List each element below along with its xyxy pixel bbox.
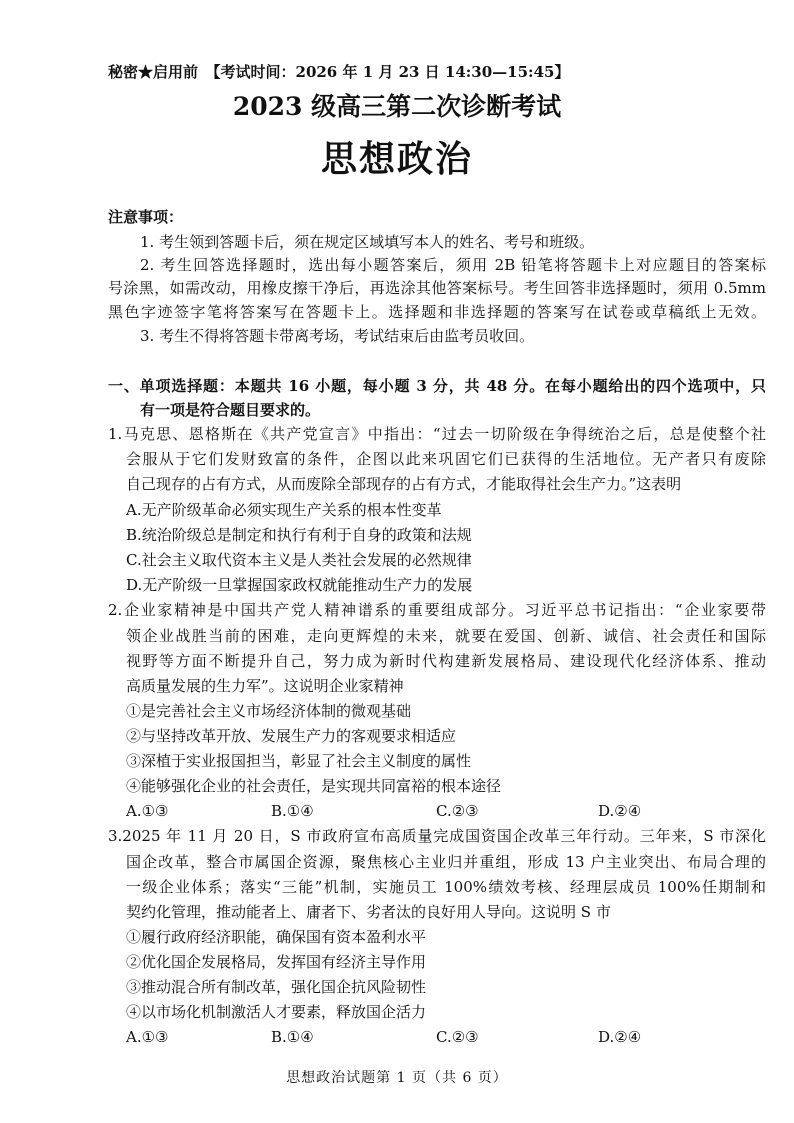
question-1-option-d: D.无产阶级一旦掌握国家政权就能推动生产力的发展 (126, 576, 473, 594)
question-1-stem: 会服从于它们发财致富的条件，企图以此来巩固它们已获得的生活地位。无产者只有废除 (126, 450, 766, 468)
question-2-choice-b: B.①④ (271, 802, 314, 820)
page-footer: 思想政治试题第 1 页（共 6 页） (286, 1070, 508, 1086)
question-1-option-a: A.无产阶级革命必须实现生产关系的根本性变革 (126, 501, 442, 519)
question-3-choice-c: C.②③ (436, 1028, 479, 1046)
question-3-choice-d: D.②④ (598, 1028, 642, 1046)
question-1-stem: 1.马克思、恩格斯在《共产党宣言》中指出：“过去一切阶级在争得统治之后，总是使整个社 (108, 425, 766, 443)
exam-title: 2023 级高三第二次诊断考试 (232, 92, 562, 121)
question-2-stem: 2.企业家精神是中国共产党人精神谱系的重要组成部分。习近平总书记指出：“企业家要带 (108, 601, 766, 619)
question-2-item: ③深植于实业报国担当，彰显了社会主义制度的属性 (126, 752, 472, 770)
question-3-stem: 一级企业体系；落实“三能”机制，实施员工 100%绩效考核、经理层成员 100%任期制和 (126, 878, 766, 896)
question-1-stem: 自己现存的占有方式，从而废除全部现存的占有方式，才能取得社会生产力。”这表明 (126, 475, 682, 493)
question-3-item: ④以市场化机制激活人才要素，释放国企活力 (126, 1003, 427, 1021)
question-3-stem: 契约化管理，推动能者上、庸者下、劣者汰的良好用人导向。这说明 S 市 (126, 903, 611, 921)
question-1-option-b: B.统治阶级总是制定和执行有利于自身的政策和法规 (126, 526, 472, 544)
question-2-choice-a: A.①③ (126, 802, 169, 820)
question-2-item: ②与坚持改革开放、发展生产力的客观要求相适应 (126, 727, 457, 745)
question-3-stem: 3.2025 年 11 月 20 日，S 市政府宣布高质量完成国资国企改革三年行动。三年来，S 市深化 (108, 827, 766, 845)
notice-heading: 注意事项： (108, 208, 184, 226)
question-3-item: ①履行政府经济职能，确保国有资本盈利水平 (126, 928, 427, 946)
question-2-choices (126, 801, 686, 821)
question-3-stem: 国企改革，整合市属国企资源，聚焦核心主业归并重组，形成 13 户主业突出、布局合理的 (126, 853, 766, 871)
question-3-choice-b: B.①④ (271, 1028, 314, 1046)
question-1-option-c: C.社会主义取代资本主义是人类社会发展的必然规律 (126, 551, 472, 569)
section-heading: 一、单项选择题：本题共 16 小题，每小题 3 分，共 48 分。在每小题给出的四个选项中，只 (108, 377, 766, 395)
question-2-item: ①是完善社会主义市场经济体制的微观基础 (126, 702, 412, 720)
question-2-stem: 高质量发展的生力军”。这说明企业家精神 (126, 677, 404, 695)
section-heading-cont: 有一项是符合题目要求的。 (140, 401, 321, 419)
notice-line: 黑色字迹签字笔将答案写在答题卡上。选择题和非选择题的答案写在试卷或草稿纸上无效。 (108, 303, 766, 321)
question-3-choices (126, 1027, 686, 1047)
subject-title: 思想政治 (320, 138, 473, 180)
question-3-item: ③推动混合所有制改革，强化国企抗风险韧性 (126, 978, 427, 996)
notice-line: 号涂黑，如需改动，用橡皮擦干净后，再选涂其他答案标号。考生回答非选择题时，须用 0.5mm (108, 279, 766, 297)
question-2-stem: 领企业战胜当前的困难，走向更辉煌的未来，就要在爱国、创新、诚信、社会责任和国际 (126, 627, 766, 645)
notice-line: 3. 考生不得将答题卡带离考场，考试结束后由监考员收回。 (140, 327, 535, 345)
question-2-choice-c: C.②③ (436, 802, 479, 820)
question-2-choice-d: D.②④ (598, 802, 642, 820)
confidential-header: 秘密★启用前 【考试时间：2026 年 1 月 23 日 14:30—15:45】 (108, 63, 570, 81)
notice-line: 2. 考生回答选择题时，选出每小题答案后，须用 2B 铅笔将答题卡上对应题目的答案标 (140, 256, 766, 274)
question-3-choice-a: A.①③ (126, 1028, 169, 1046)
notice-line: 1. 考生领到答题卡后，须在规定区域填写本人的姓名、考号和班级。 (140, 233, 595, 251)
question-2-item: ④能够强化企业的社会责任，是实现共同富裕的根本途径 (126, 777, 502, 795)
question-2-stem: 视野等方面不断提升自己，努力成为新时代构建新发展格局、建设现代化经济体系、推动 (126, 652, 766, 670)
question-3-item: ②优化国企发展格局，发挥国有经济主导作用 (126, 953, 427, 971)
